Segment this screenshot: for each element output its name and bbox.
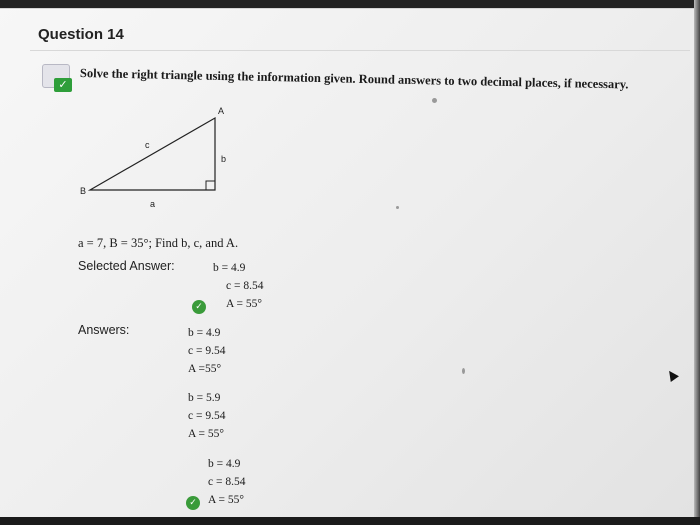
selected-answer-line: b = 4.9 <box>213 262 246 274</box>
answers-label: Answers: <box>78 323 130 337</box>
screen-speck <box>462 368 465 374</box>
answer-option-line: b = 4.9 <box>188 327 221 339</box>
answer-option-line: b = 5.9 <box>188 392 221 404</box>
selected-answer-label: Selected Answer: <box>78 259 175 273</box>
answer-option-line: c = 8.54 <box>208 476 246 488</box>
vertex-label-b: B <box>80 186 87 196</box>
title-divider <box>30 50 690 51</box>
bottom-bezel <box>0 517 700 525</box>
graded-check-icon <box>40 64 72 92</box>
question-title: Question 14 <box>38 26 124 43</box>
answer-option-line: A = 55° <box>208 494 245 506</box>
selected-answer-line: A = 55° <box>226 298 263 310</box>
side-label-c: c <box>145 140 150 150</box>
mouse-cursor-icon <box>665 368 679 382</box>
selected-answer-line: c = 8.54 <box>226 280 264 292</box>
vertex-label-a: A <box>218 106 225 116</box>
question-prompt: Solve the right triangle using the information given. Round answers to two decimal places, if necessary. <box>79 66 629 92</box>
answer-option-line: c = 9.54 <box>188 410 226 422</box>
screen-speck <box>396 206 399 209</box>
top-bezel <box>0 0 700 8</box>
answer-option-line: A =55° <box>188 363 222 375</box>
green-checkmark-icon: ✓ <box>192 300 206 314</box>
green-checkmark-icon: ✓ <box>186 496 200 510</box>
right-angle-marker <box>206 181 215 190</box>
right-triangle-diagram <box>70 100 250 215</box>
triangle-shape <box>90 118 215 190</box>
header-divider <box>0 8 700 9</box>
screen-speck <box>432 98 437 103</box>
answer-option-line: A = 55° <box>188 428 225 440</box>
check-icon: ✓ <box>54 78 72 92</box>
side-label-a: a <box>150 199 156 209</box>
right-bezel <box>694 0 700 525</box>
given-information: a = 7, B = 35°; Find b, c, and A. <box>78 236 239 250</box>
answer-option-line: c = 9.54 <box>188 345 226 357</box>
answer-option-line: b = 4.9 <box>208 458 241 470</box>
side-label-b: b <box>221 154 227 164</box>
